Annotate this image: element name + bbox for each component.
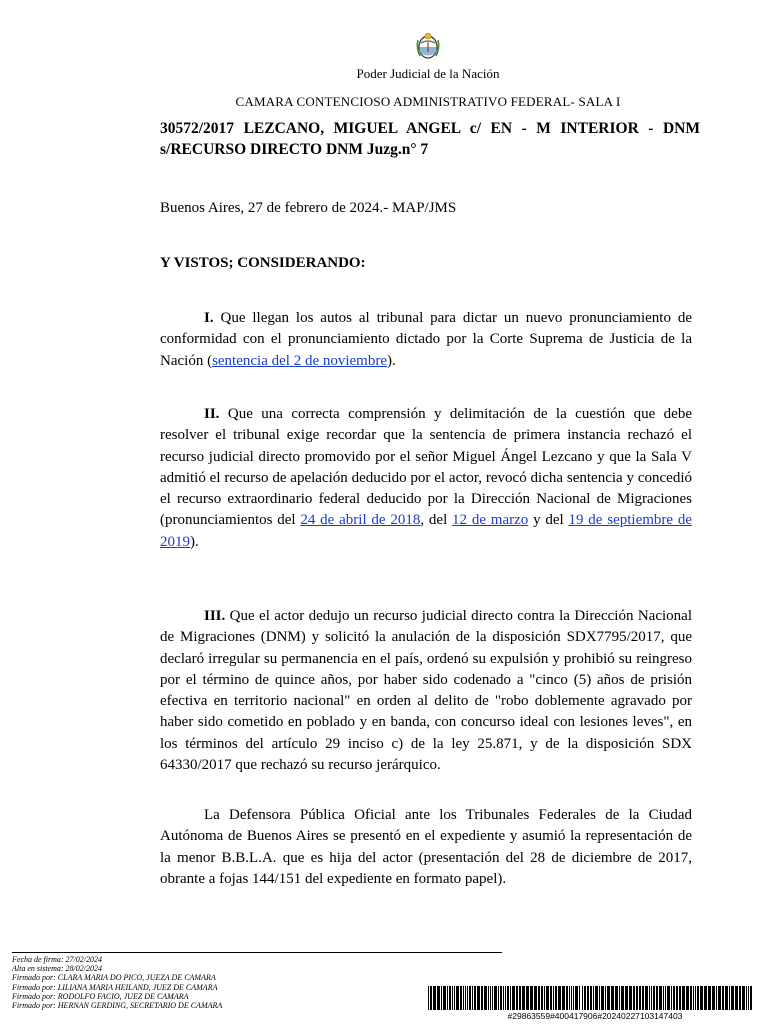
signature-line: Fecha de firma: 27/02/2024 xyxy=(12,955,102,964)
paragraph-iii: III. Que el actor dedujo un recurso judicial directo contra la Dirección Nacional de Migraciones (DNM) y solicitó la anulación de la disposición SDX7795/2017, que declaró irregular su permanencia en el país, ordenó su expulsión y prohibió su reingreso por el término de quince años, por haber sido codenado a "cinco (5) años de prisión efectiva en territorio nacional" en orden al delito de "robo doblemente agravado por haber sido cometido en poblado y en banda, con concurso ideal con lesiones leves", en los términos del artículo 29 inciso c) de la ley 25.871, y de la disposición SDX 64330/2017 que rechazó su recurso jerárquico. xyxy=(160,608,692,774)
signature-line: Firmado por: LILIANA MARIA HEILAND, JUEZ DE CAMARA xyxy=(12,982,218,992)
chamber-name: CAMARA CONTENCIOSO ADMINISTRATIVO FEDERAL- SALA I xyxy=(235,94,621,109)
link-pronunciamiento-1[interactable]: 24 de abril de 2018 xyxy=(300,512,421,529)
signature-line: Firmado por: CLARA MARIA DO PICO, JUEZA DE CAMARA xyxy=(12,973,216,983)
section-number: II. xyxy=(204,406,220,422)
link-pronunciamiento-3[interactable]: 19 de septiembre de 2019 xyxy=(160,512,693,550)
case-title: 30572/2017 LEZCANO, MIGUEL ANGEL c/ EN - M INTERIOR - DNM s/RECURSO DIRECTO DNM Juzg.n° 7 xyxy=(160,120,700,158)
barcode-text: #29863559#400417906#20240227103147403 xyxy=(507,1011,683,1021)
link-pronunciamiento-2[interactable]: 12 de marzo xyxy=(452,512,529,529)
section-number: I. xyxy=(204,310,214,326)
link-sentencia[interactable]: sentencia del 2 de noviembre xyxy=(212,352,387,369)
court-name: Poder Judicial de la Nación xyxy=(356,66,500,81)
signature-line: Alta en sistema: 28/02/2024 xyxy=(12,964,102,974)
signature-line: Firmado por: HERNAN GERDING, SECRETARIO DE CAMARA xyxy=(12,1001,223,1011)
section-heading: Y VISTOS; CONSIDERANDO: xyxy=(160,255,366,271)
signature-block xyxy=(12,955,432,1010)
signature-line: Firmado por: RODOLFO FACIO, JUEZ DE CAMARA xyxy=(12,991,189,1001)
barcode-image xyxy=(428,986,754,1010)
national-seal-icon xyxy=(414,30,442,62)
paragraph-defensora: La Defensora Pública Oficial ante los Tribunales Federales de la Ciudad Autónoma de Buenos Aires se presentó en el expediente y asumió la representación de la menor B.B.L.A. que es hija del actor (presentación del 28 de diciembre de 2017, obrante a fojas 144/151 del expediente en formato papel). xyxy=(160,807,692,887)
place-date: Buenos Aires, 27 de febrero de 2024.- MAP/JMS xyxy=(160,200,457,216)
section-number: III. xyxy=(204,608,226,624)
paragraph-i: I. Que llegan los autos al tribunal para dictar un nuevo pronunciamiento de conformidad con el pronunciamiento dictado por la Corte Suprema de Justicia de la Nación (sentencia del 2 de noviembre). xyxy=(160,310,692,369)
footer-divider xyxy=(12,952,502,953)
paragraph-ii: II. Que una correcta comprensión y delimitación de la cuestión que debe resolver el tribunal exige recordar que la sentencia de primera instancia rechazó el recurso judicial directo promovido por el señor Miguel Ángel Lezcano y que la Sala V admitió el recurso de apelación deducido por el actor, revocó dicha sentencia y concedió el recurso extraordinario federal deducido por la Dirección Nacional de Migraciones (pronunciamientos del 24 de abril de 2018, del 12 de marzo y del 19 de septiembre de 2019). xyxy=(160,406,693,550)
